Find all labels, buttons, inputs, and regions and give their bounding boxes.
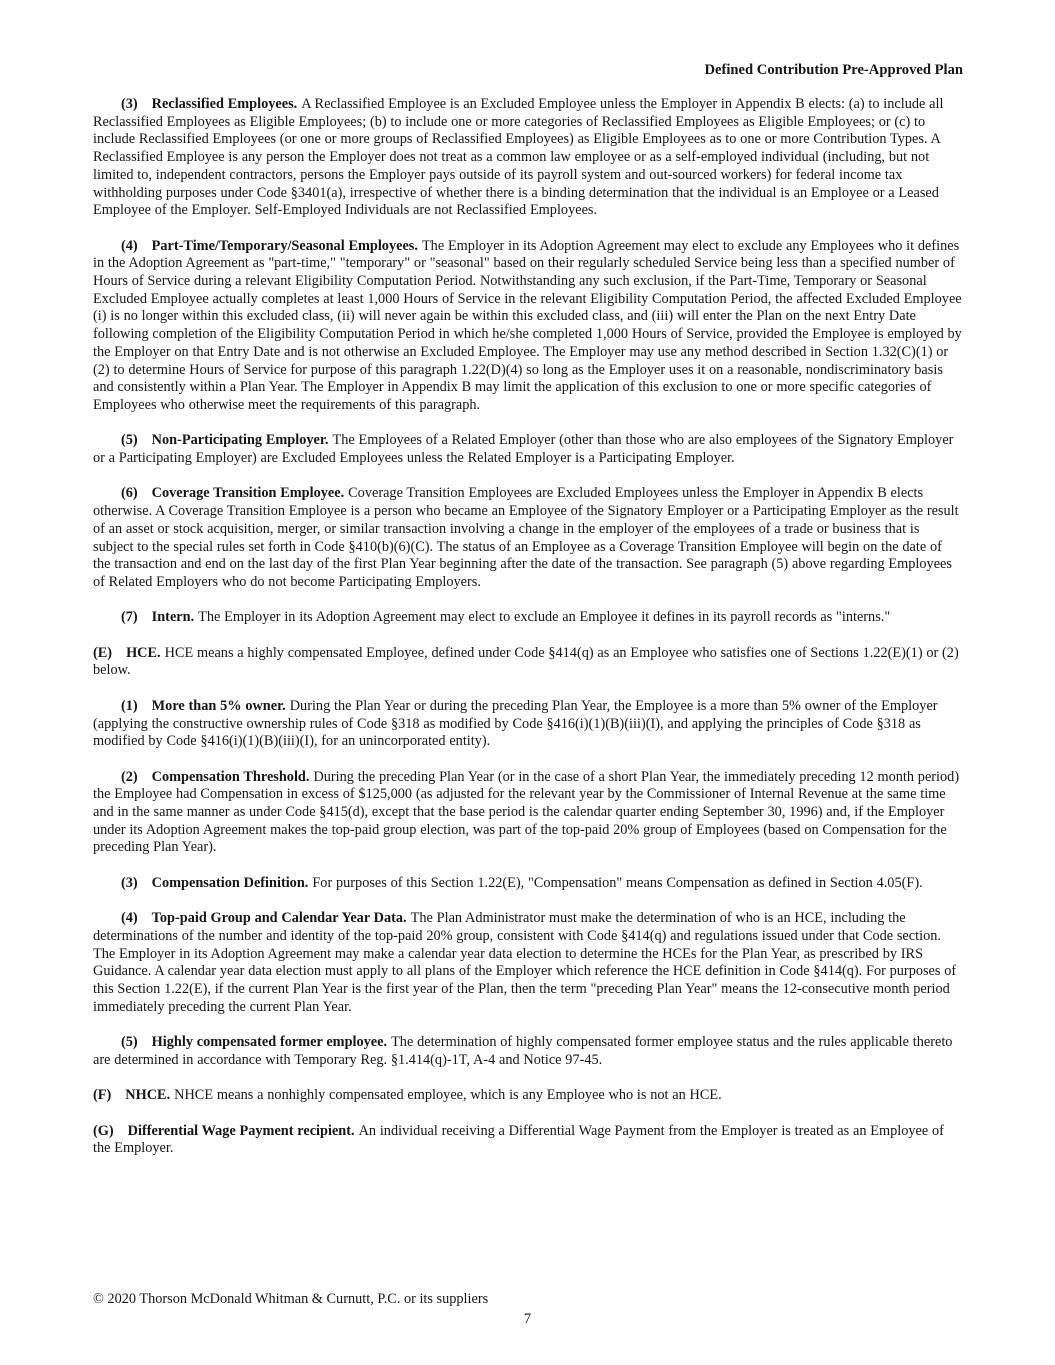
- paragraph-heading: [121, 485, 344, 501]
- paragraph-body: NHCE means a nonhighly compensated employee, which is any Employee who is not an HCE.: [174, 1087, 722, 1104]
- paragraph-heading: [121, 910, 407, 926]
- document-body: [93, 96, 963, 1176]
- paragraph-body: HCE means a highly compensated Employee, defined under Code §414(q) as an Employee who satisfies one of Sections 1.22(E)(1) or (2) below.: [93, 644, 959, 679]
- paragraph-heading: [121, 238, 418, 254]
- paragraph: [93, 875, 963, 893]
- paragraph-heading: [121, 96, 297, 112]
- paragraph-title: Reclassified Employees.: [151, 96, 298, 112]
- paragraph-title: Compensation Threshold.: [151, 768, 310, 785]
- paragraph-label: (7): [121, 609, 138, 626]
- paragraph-title: Compensation Definition.: [151, 874, 309, 891]
- paragraph: [93, 698, 963, 751]
- paragraph-label: (4): [121, 910, 138, 927]
- paragraph-label: (G): [93, 1122, 114, 1139]
- paragraph-heading: [121, 609, 194, 625]
- paragraph: [93, 1123, 963, 1158]
- paragraph-body: The determination of highly compensated former employee status and the rules applicable thereto are determined in accordance with Temporary Reg. §1.414(q)-1T, A-4 and Notice 97-45.: [93, 1034, 953, 1068]
- paragraph-label: (F): [93, 1087, 112, 1104]
- paragraph: [93, 1087, 963, 1105]
- paragraph-title: Non-Participating Employer.: [151, 432, 329, 449]
- paragraph: [93, 96, 963, 220]
- paragraph-body: The Employer in its Adoption Agreement may elect to exclude an Employee it defines in its payroll records as "interns.": [198, 609, 891, 626]
- paragraph-label: (2): [121, 768, 138, 785]
- paragraph-heading: [93, 1087, 170, 1103]
- paragraph-heading: [121, 1034, 387, 1050]
- paragraph: [93, 1034, 963, 1069]
- paragraph-title: Part-Time/Temporary/Seasonal Employees.: [151, 237, 418, 254]
- paragraph-body: An individual receiving a Differential Wage Payment from the Employer is treated as an Employee of the Employer.: [93, 1122, 944, 1157]
- paragraph-title: Coverage Transition Employee.: [151, 485, 345, 502]
- paragraph-label: (3): [121, 874, 138, 891]
- paragraph: [93, 238, 963, 415]
- paragraph-heading: [121, 769, 309, 785]
- paragraph-body: Coverage Transition Employees are Excluded Employees unless the Employer in Appendix B elects otherwise. A Coverage Transition Employee is a person who became an Employee of the Signatory Employer or a Participating Employer as the result of an asset or stock acquisition, merger, or similar transaction involving a change in the employer of the employees of a trade or business that is subject to the special rules set forth in Code §410(b)(6)(C). The status of an Employee as a Coverage Transition Employee will begin on the date of the transaction and end on the last day of the first Plan Year beginning after the date of the transaction. See paragraph (5) above regarding Employees of Related Employers who do not become Participating Employers.: [93, 485, 959, 590]
- paragraph-label: (6): [121, 485, 138, 502]
- paragraph-heading: [93, 1123, 355, 1139]
- paragraph-body: For purposes of this Section 1.22(E), "Compensation" means Compensation as defined in Section 4.05(F).: [312, 874, 923, 891]
- paragraph: [93, 910, 963, 1016]
- paragraph-label: (5): [121, 432, 138, 449]
- paragraph-label: (1): [121, 697, 138, 714]
- paragraph-title: NHCE.: [125, 1087, 171, 1104]
- paragraph-title: Differential Wage Payment recipient.: [127, 1122, 355, 1139]
- paragraph-label: (5): [121, 1034, 138, 1051]
- paragraph-title: Highly compensated former employee.: [151, 1034, 388, 1051]
- paragraph-body: The Plan Administrator must make the determination of who is an HCE, including the determinations of the number and identity of the top-paid 20% group, consistent with Code §414(q) and regulations issued under that Code section. The Employer in its Adoption Agreement may make a calendar year data election to determine the HCEs for the Plan Year, as prescribed by IRS Guidance. A calendar year data election must apply to all plans of the Employer which reference the HCE definition in Code §414(q). For purposes of this Section 1.22(E), if the current Plan Year is the first year of the Plan, then the term "preceding Plan Year" means the 12-consecutive month period immediately preceding the current Plan Year.: [93, 910, 957, 1015]
- paragraph: [93, 645, 963, 680]
- paragraph-body: The Employer in its Adoption Agreement may elect to exclude any Employees who it defines in the Adoption Agreement as "part-time," "temporary" or "seasonal" based on their regularly scheduled Service being less than a specified number of Hours of Service during a relevant Eligibility Computation Period. Notwithstanding any such exclusion, if the Part-Time, Temporary or Seasonal Excluded Employee actually completes at least 1,000 Hours of Service in the relevant Eligibility Computation Period, the affected Excluded Employee (i) is no longer within this excluded class, (ii) will never again be within this excluded class, and (iii) will enter the Plan on the next Entry Date following completion of the Eligibility Computation Period in which he/she completed 1,000 Hours of Service, provided the Employee is employed by the Employer on that Entry Date and is not otherwise an Excluded Employee. The Employer may use any method described in Section 1.32(C)(1) or (2) to determine Hours of Service for purpose of this paragraph 1.22(D)(4) so long as the Employer uses it on a reasonable, nondiscriminatory basis and consistently within a Plan Year. The Employer in Appendix B may limit the application of this exclusion to one or more specific categories of Employees who otherwise meet the requirements of this paragraph.: [93, 237, 962, 413]
- paragraph-heading: [121, 432, 328, 448]
- paragraph-title: More than 5% owner.: [151, 697, 286, 714]
- paragraph-heading: [121, 875, 308, 891]
- paragraph-title: HCE.: [126, 644, 161, 661]
- copyright-line: © 2020 Thorson McDonald Whitman & Curnutt, P.C. or its suppliers: [93, 1291, 489, 1307]
- paragraph-body: During the Plan Year or during the preceding Plan Year, the Employee is a more than 5% owner of the Employer (applying the constructive ownership rules of Code §318 as modified by Code §416(i)(1)(B)(iii)(I), and applying the principles of Code §318 as modified by Code §416(i)(1)(B)(iii)(I), for an unincorporated entity).: [93, 697, 938, 750]
- paragraph: [93, 485, 963, 591]
- paragraph-label: (3): [121, 96, 138, 112]
- paragraph-title: Top-paid Group and Calendar Year Data.: [151, 910, 407, 927]
- page-number: 7: [523, 1311, 532, 1327]
- paragraph-body: The Employees of a Related Employer (other than those who are also employees of the Signatory Employer or a Participating Employer) are Excluded Employees unless the Related Employer is a Participating Employer.: [93, 432, 954, 467]
- paragraph-label: (E): [93, 644, 113, 661]
- paragraph-title: Intern.: [151, 609, 195, 626]
- paragraph: [93, 769, 963, 858]
- paragraph: [93, 432, 963, 467]
- paragraph-label: (4): [121, 237, 138, 254]
- running-header-title: Defined Contribution Pre-Approved Plan: [704, 62, 963, 78]
- paragraph-body: During the preceding Plan Year (or in the case of a short Plan Year, the immediately preceding 12 month period) the Employee had Compensation in excess of $125,000 (as adjusted for the relevant year by the Commissioner of Internal Revenue at the same time and in the same manner as under Code §415(d), except that the base period is the calendar quarter ending September 30, 1996) and, if the Employer under its Adoption Agreement makes the top-paid group election, was part of the top-paid 20% group of Employees (based on Compensation for the preceding Plan Year).: [93, 768, 960, 856]
- paragraph: [93, 609, 963, 627]
- paragraph-heading: [93, 645, 161, 661]
- paragraph-body: A Reclassified Employee is an Excluded Employee unless the Employer in Appendix B elects: (a) to include all Reclassified Employees as Eligible Employees; (b) to include one or more categories of Reclassified Employees as Eligible Employees; or (c) to include Reclassified Employees (or one or more groups of Reclassified Employees) as Eligible Employees as to one or more Contribution Types. A Reclassified Employee is any person the Employer does not treat as a common law employee or as a self-employed individual (including, but not limited to, independent contractors, persons the Employer pays outside of its payroll system and out-sourced workers) for federal income tax withholding purposes under Code §3401(a), irrespective of whether there is a binding determination that the individual is an Employee or a Leased Employee of the Employer. Self-Employed Individuals are not Reclassified Employees.: [93, 96, 944, 219]
- paragraph-heading: [121, 698, 286, 714]
